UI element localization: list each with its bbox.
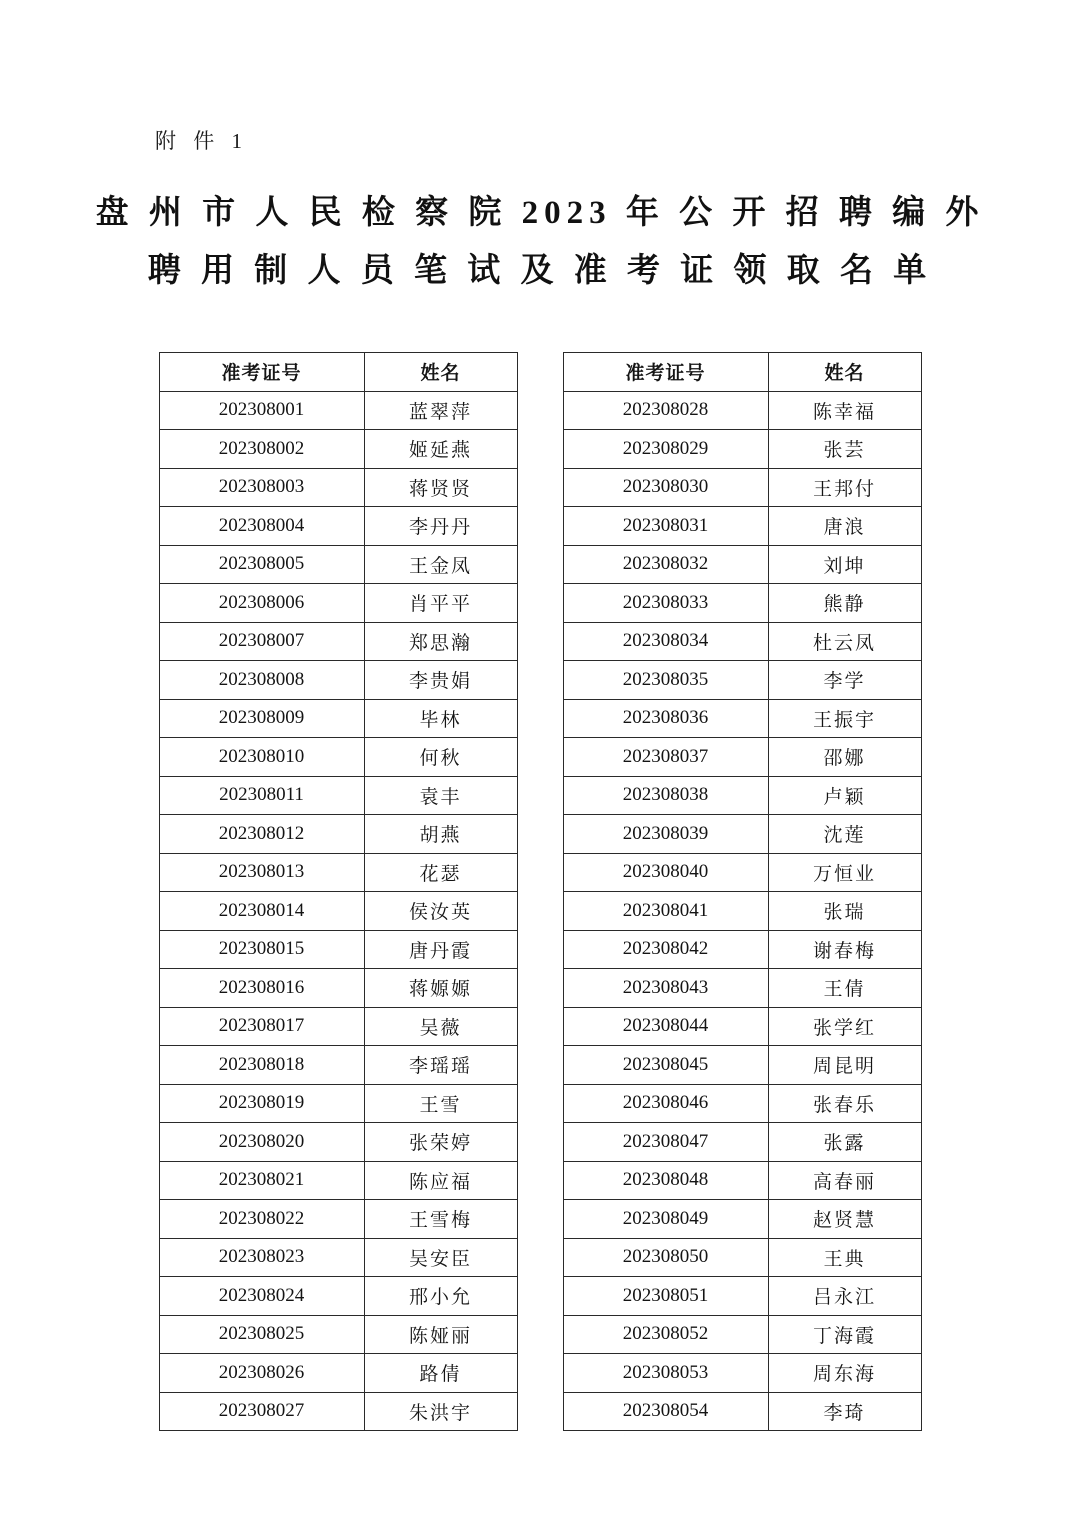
table-row [563, 892, 921, 931]
table-row [563, 1007, 921, 1046]
cell-name: 王典 [768, 1238, 921, 1277]
table-row [563, 1315, 921, 1354]
cell-name: 陈娅丽 [364, 1315, 517, 1354]
cell-name: 唐丹霞 [364, 930, 517, 969]
cell-admission-number: 202308046 [563, 1084, 768, 1123]
table-row [563, 776, 921, 815]
table-row [563, 1200, 921, 1239]
table-row [159, 738, 517, 777]
table-row [159, 1392, 517, 1431]
cell-name: 蒋嫄嫄 [364, 969, 517, 1008]
cell-admission-number: 202308039 [563, 815, 768, 854]
table-row [563, 815, 921, 854]
table-row [159, 853, 517, 892]
cell-admission-number: 202308038 [563, 776, 768, 815]
cell-name: 高春丽 [768, 1161, 921, 1200]
cell-name: 刘坤 [768, 545, 921, 584]
cell-admission-number: 202308019 [159, 1084, 364, 1123]
cell-name: 周东海 [768, 1354, 921, 1393]
table-row [159, 1046, 517, 1085]
table-row [159, 776, 517, 815]
table-row [563, 391, 921, 430]
table-row [563, 930, 921, 969]
table-row [159, 892, 517, 931]
cell-admission-number: 202308035 [563, 661, 768, 700]
table-row [159, 1007, 517, 1046]
cell-name: 王雪梅 [364, 1200, 517, 1239]
table-row [563, 1238, 921, 1277]
cell-name: 姬延燕 [364, 430, 517, 469]
attachment-label: 附 件 1 [155, 129, 248, 153]
cell-admission-number: 202308044 [563, 1007, 768, 1046]
table-row [159, 699, 517, 738]
cell-admission-number: 202308043 [563, 969, 768, 1008]
table-row [159, 1123, 517, 1162]
cell-admission-number: 202308050 [563, 1238, 768, 1277]
cell-name: 卢颖 [768, 776, 921, 815]
cell-name: 赵贤慧 [768, 1200, 921, 1239]
table-header-row [159, 353, 517, 392]
cell-name: 张荣婷 [364, 1123, 517, 1162]
table-row [159, 1354, 517, 1393]
table-row [159, 584, 517, 623]
cell-name: 张露 [768, 1123, 921, 1162]
cell-admission-number: 202308007 [159, 622, 364, 661]
cell-admission-number: 202308004 [159, 507, 364, 546]
column-header-admission-number: 准考证号 [563, 353, 768, 392]
cell-name: 王倩 [768, 969, 921, 1008]
cell-name: 李丹丹 [364, 507, 517, 546]
cell-name: 李贵娟 [364, 661, 517, 700]
roster-table-right [563, 352, 922, 1431]
table-row [563, 699, 921, 738]
roster-left-body [159, 391, 517, 1431]
cell-admission-number: 202308053 [563, 1354, 768, 1393]
cell-admission-number: 202308054 [563, 1392, 768, 1431]
table-row [563, 661, 921, 700]
cell-name: 胡燕 [364, 815, 517, 854]
cell-admission-number: 202308032 [563, 545, 768, 584]
cell-admission-number: 202308002 [159, 430, 364, 469]
table-row [563, 1354, 921, 1393]
cell-name: 郑思瀚 [364, 622, 517, 661]
cell-name: 陈幸福 [768, 391, 921, 430]
cell-name: 侯汝英 [364, 892, 517, 931]
cell-name: 吴安臣 [364, 1238, 517, 1277]
table-row [563, 969, 921, 1008]
cell-name: 毕林 [364, 699, 517, 738]
cell-admission-number: 202308021 [159, 1161, 364, 1200]
cell-name: 陈应福 [364, 1161, 517, 1200]
cell-admission-number: 202308048 [563, 1161, 768, 1200]
table-row [563, 430, 921, 469]
roster-table-left [159, 352, 518, 1431]
table-row [563, 1123, 921, 1162]
cell-admission-number: 202308042 [563, 930, 768, 969]
cell-name: 邵娜 [768, 738, 921, 777]
cell-name: 李瑶瑶 [364, 1046, 517, 1085]
column-header-name: 姓名 [768, 353, 921, 392]
cell-admission-number: 202308012 [159, 815, 364, 854]
cell-admission-number: 202308047 [563, 1123, 768, 1162]
table-row [159, 1161, 517, 1200]
cell-name: 王邦付 [768, 468, 921, 507]
cell-admission-number: 202308013 [159, 853, 364, 892]
cell-name: 熊静 [768, 584, 921, 623]
table-row [159, 930, 517, 969]
cell-admission-number: 202308045 [563, 1046, 768, 1085]
table-row [159, 969, 517, 1008]
cell-name: 吴薇 [364, 1007, 517, 1046]
cell-name: 朱洪宇 [364, 1392, 517, 1431]
cell-name: 丁海霞 [768, 1315, 921, 1354]
cell-admission-number: 202308027 [159, 1392, 364, 1431]
cell-admission-number: 202308040 [563, 853, 768, 892]
cell-admission-number: 202308017 [159, 1007, 364, 1046]
cell-name: 李琦 [768, 1392, 921, 1431]
cell-name: 王金凤 [364, 545, 517, 584]
title-line-2: 聘 用 制 人 员 笔 试 及 准 考 证 领 取 名 单 [147, 252, 933, 289]
cell-name: 肖平平 [364, 584, 517, 623]
cell-name: 蒋贤贤 [364, 468, 517, 507]
cell-name: 袁丰 [364, 776, 517, 815]
table-row [563, 584, 921, 623]
cell-admission-number: 202308030 [563, 468, 768, 507]
title-line-1: 盘 州 市 人 民 检 察 院 2023 年 公 开 招 聘 编 外 [95, 195, 985, 231]
column-header-admission-number: 准考证号 [159, 353, 364, 392]
table-row [159, 468, 517, 507]
table-row [159, 430, 517, 469]
table-row [563, 507, 921, 546]
cell-admission-number: 202308018 [159, 1046, 364, 1085]
cell-name: 杜云凤 [768, 622, 921, 661]
cell-admission-number: 202308008 [159, 661, 364, 700]
cell-admission-number: 202308010 [159, 738, 364, 777]
cell-admission-number: 202308029 [563, 430, 768, 469]
cell-admission-number: 202308036 [563, 699, 768, 738]
table-row [563, 622, 921, 661]
cell-name: 张春乐 [768, 1084, 921, 1123]
cell-admission-number: 202308037 [563, 738, 768, 777]
cell-name: 张芸 [768, 430, 921, 469]
cell-name: 邢小允 [364, 1277, 517, 1316]
table-row [159, 1084, 517, 1123]
table-row [563, 853, 921, 892]
table-row [159, 815, 517, 854]
table-row [159, 1315, 517, 1354]
roster-tables [0, 352, 1080, 1431]
cell-name: 唐浪 [768, 507, 921, 546]
cell-admission-number: 202308009 [159, 699, 364, 738]
table-row [563, 1392, 921, 1431]
cell-name: 路倩 [364, 1354, 517, 1393]
table-row [563, 1046, 921, 1085]
cell-admission-number: 202308051 [563, 1277, 768, 1316]
table-row [563, 1084, 921, 1123]
cell-admission-number: 202308022 [159, 1200, 364, 1239]
cell-name: 李学 [768, 661, 921, 700]
table-row [563, 1161, 921, 1200]
cell-admission-number: 202308023 [159, 1238, 364, 1277]
cell-name: 周昆明 [768, 1046, 921, 1085]
cell-admission-number: 202308016 [159, 969, 364, 1008]
cell-name: 何秋 [364, 738, 517, 777]
cell-admission-number: 202308041 [563, 892, 768, 931]
roster-right-body [563, 391, 921, 1431]
cell-name: 花瑟 [364, 853, 517, 892]
table-row [563, 468, 921, 507]
cell-admission-number: 202308015 [159, 930, 364, 969]
cell-name: 谢春梅 [768, 930, 921, 969]
table-row [563, 1277, 921, 1316]
cell-admission-number: 202308049 [563, 1200, 768, 1239]
cell-admission-number: 202308003 [159, 468, 364, 507]
cell-admission-number: 202308011 [159, 776, 364, 815]
table-row [159, 1238, 517, 1277]
cell-admission-number: 202308052 [563, 1315, 768, 1354]
page-title [0, 185, 1080, 301]
cell-admission-number: 202308005 [159, 545, 364, 584]
cell-name: 万恒业 [768, 853, 921, 892]
cell-admission-number: 202308014 [159, 892, 364, 931]
table-row [159, 545, 517, 584]
cell-admission-number: 202308025 [159, 1315, 364, 1354]
column-header-name: 姓名 [364, 353, 517, 392]
table-row [159, 391, 517, 430]
table-row [563, 738, 921, 777]
table-header-row [563, 353, 921, 392]
table-row [563, 545, 921, 584]
cell-admission-number: 202308024 [159, 1277, 364, 1316]
cell-name: 王雪 [364, 1084, 517, 1123]
table-row [159, 507, 517, 546]
cell-admission-number: 202308031 [563, 507, 768, 546]
cell-admission-number: 202308028 [563, 391, 768, 430]
cell-admission-number: 202308033 [563, 584, 768, 623]
cell-admission-number: 202308020 [159, 1123, 364, 1162]
cell-name: 蓝翠萍 [364, 391, 517, 430]
cell-admission-number: 202308006 [159, 584, 364, 623]
table-row [159, 1200, 517, 1239]
table-row [159, 622, 517, 661]
cell-name: 沈莲 [768, 815, 921, 854]
cell-name: 张瑞 [768, 892, 921, 931]
cell-name: 张学红 [768, 1007, 921, 1046]
cell-name: 王振宇 [768, 699, 921, 738]
table-row [159, 1277, 517, 1316]
cell-name: 吕永江 [768, 1277, 921, 1316]
cell-admission-number: 202308001 [159, 391, 364, 430]
cell-admission-number: 202308026 [159, 1354, 364, 1393]
table-row [159, 661, 517, 700]
cell-admission-number: 202308034 [563, 622, 768, 661]
